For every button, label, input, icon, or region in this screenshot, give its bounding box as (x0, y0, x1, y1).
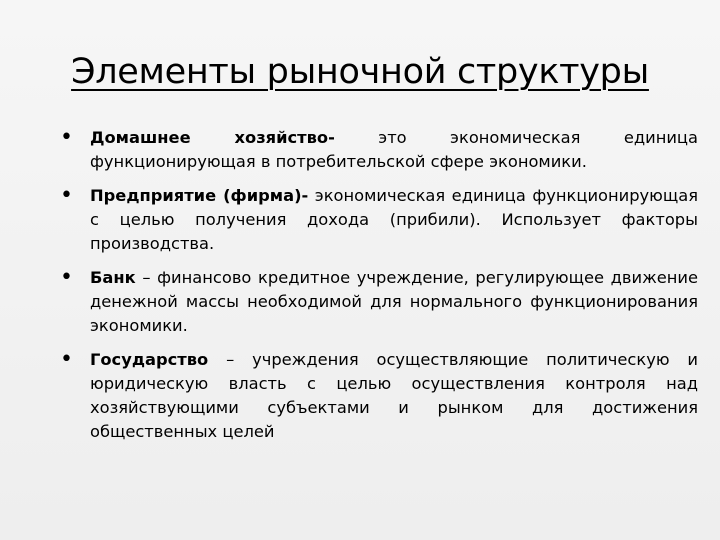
bullet-icon: • (60, 125, 73, 150)
bullet-item-household (60, 126, 698, 174)
bullet-term: Предприятие (фирма)- (90, 186, 309, 205)
bullet-icon: • (60, 347, 73, 372)
bullet-term: Банк (90, 268, 136, 287)
bullet-icon: • (60, 183, 73, 208)
bullet-text: это экономическая единица функционирующая в потребительской сфере экономики. (90, 128, 698, 171)
bullet-term: Домашнее хозяйство- (90, 128, 335, 147)
bullet-icon: • (60, 265, 73, 290)
bullet-item-state (60, 348, 698, 444)
bullet-text: экономическая единица функционирующая с целью получения дохода (прибили). Использует факторы производства. (90, 186, 698, 253)
slide-title-text: Элементы рыночной структуры (71, 52, 649, 92)
slide-title (0, 48, 720, 96)
bullet-item-bank (60, 266, 698, 338)
bullet-text: – финансово кредитное учреждение, регулирующее движение денежной массы необходимой для нормального функционирования экономики. (90, 268, 698, 335)
bullet-text: – учреждения осуществляющие политическую и юридическую власть с целью осуществления контроля над хозяйствующими субъектами и рынком для достижения общественных целей (90, 350, 698, 441)
bullet-term: Государство (90, 350, 209, 369)
bullet-list (60, 126, 698, 444)
bullet-item-enterprise (60, 184, 698, 256)
